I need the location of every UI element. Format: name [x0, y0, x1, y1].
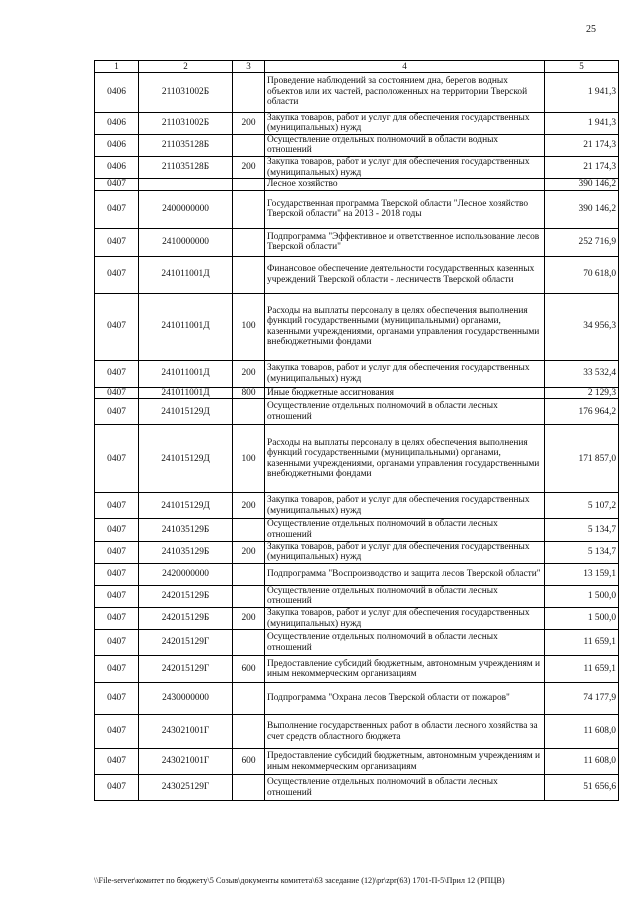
expense-type-cell: [233, 72, 265, 112]
target-article-cell: 211031002Б: [139, 112, 233, 134]
budget-table: [94, 60, 619, 801]
amount-cell: 171 857,0: [545, 425, 619, 493]
section-code-cell: 0406: [95, 72, 139, 112]
target-article-cell: 241015129Д: [139, 493, 233, 519]
section-code-cell: 0407: [95, 360, 139, 387]
section-code-cell: 0406: [95, 156, 139, 178]
page-number: 25: [586, 24, 596, 35]
amount-cell: 11 608,0: [545, 749, 619, 775]
target-article-cell: 242015129Г: [139, 630, 233, 656]
expense-type-cell: 200: [233, 156, 265, 178]
expense-type-cell: 200: [233, 112, 265, 134]
expense-type-cell: 600: [233, 656, 265, 683]
expense-type-cell: [233, 630, 265, 656]
item-name-cell: Расходы на выплаты персоналу в целях обеспечения выполнения функций государственными (муниципальными) органами, казенными учреждениями, органами управления государственными внебюджетными фондами: [265, 293, 545, 360]
item-name-cell: Государственная программа Тверской области "Лесное хозяйство Тверской области" на 2013 - 2018 годы: [265, 190, 545, 228]
item-name-cell: Подпрограмма "Воспроизводство и защита лесов Тверской области": [265, 563, 545, 585]
item-name-cell: Закупка товаров, работ и услуг для обеспечения государственных (муниципальных) нужд: [265, 156, 545, 178]
item-name-cell: Закупка товаров, работ и услуг для обеспечения государственных (муниципальных) нужд: [265, 607, 545, 629]
section-code-cell: 0407: [95, 607, 139, 629]
amount-cell: 252 716,9: [545, 228, 619, 256]
amount-cell: 13 159,1: [545, 563, 619, 585]
section-code-cell: 0407: [95, 256, 139, 293]
table-row: [95, 228, 619, 256]
item-name-cell: Подпрограмма "Охрана лесов Тверской области от пожаров": [265, 683, 545, 715]
amount-cell: 390 146,2: [545, 190, 619, 228]
expense-type-cell: [233, 228, 265, 256]
section-code-cell: 0407: [95, 683, 139, 715]
expense-type-cell: 100: [233, 425, 265, 493]
item-name-cell: Предоставление субсидий бюджетным, автономным учреждениям и иным некоммерческим организациям: [265, 656, 545, 683]
target-article-cell: 211035128Б: [139, 156, 233, 178]
target-article-cell: 243021001Г: [139, 715, 233, 749]
amount-cell: 5 134,7: [545, 541, 619, 563]
section-code-cell: 0407: [95, 585, 139, 607]
expense-type-cell: [233, 399, 265, 425]
table-row: [95, 607, 619, 629]
target-article-cell: 241011001Д: [139, 293, 233, 360]
table-row: [95, 715, 619, 749]
target-article-cell: 241035129Б: [139, 541, 233, 563]
header-cell: 1: [95, 61, 139, 73]
expense-type-cell: 200: [233, 607, 265, 629]
target-article-cell: 241015129Д: [139, 399, 233, 425]
amount-cell: 11 608,0: [545, 715, 619, 749]
amount-cell: 390 146,2: [545, 179, 619, 191]
section-code-cell: 0407: [95, 749, 139, 775]
item-name-cell: Осуществление отдельных полномочий в области лесных отношений: [265, 630, 545, 656]
item-name-cell: Осуществление отдельных полномочий в области лесных отношений: [265, 585, 545, 607]
item-name-cell: Осуществление отдельных полномочий в области лесных отношений: [265, 775, 545, 801]
amount-cell: 70 618,0: [545, 256, 619, 293]
amount-cell: 1 500,0: [545, 585, 619, 607]
table-row: [95, 134, 619, 156]
target-article-cell: 242015129Б: [139, 607, 233, 629]
item-name-cell: Лесное хозяйство: [265, 179, 545, 191]
item-name-cell: Подпрограмма "Эффективное и ответственное использование лесов Тверской области": [265, 228, 545, 256]
expense-type-cell: 800: [233, 387, 265, 399]
table-row: [95, 156, 619, 178]
target-article-cell: 243021001Г: [139, 749, 233, 775]
table-row: [95, 112, 619, 134]
expense-type-cell: 200: [233, 360, 265, 387]
target-article-cell: 2430000000: [139, 683, 233, 715]
target-article-cell: 2420000000: [139, 563, 233, 585]
table-row: [95, 493, 619, 519]
expense-type-cell: [233, 715, 265, 749]
table-row: [95, 256, 619, 293]
section-code-cell: 0407: [95, 179, 139, 191]
amount-cell: 11 659,1: [545, 630, 619, 656]
amount-cell: 176 964,2: [545, 399, 619, 425]
section-code-cell: 0407: [95, 399, 139, 425]
section-code-cell: 0407: [95, 630, 139, 656]
section-code-cell: 0407: [95, 228, 139, 256]
item-name-cell: Осуществление отдельных полномочий в области лесных отношений: [265, 399, 545, 425]
table-row: [95, 190, 619, 228]
item-name-cell: Осуществление отдельных полномочий в области водных отношений: [265, 134, 545, 156]
target-article-cell: [139, 179, 233, 191]
item-name-cell: Расходы на выплаты персоналу в целях обеспечения выполнения функций государственными (муниципальными) органами, казенными учреждениями, органами управления государственными внебюджетными фондами: [265, 425, 545, 493]
header-cell: 2: [139, 61, 233, 73]
amount-cell: 51 656,6: [545, 775, 619, 801]
amount-cell: 34 956,3: [545, 293, 619, 360]
header-cell: 5: [545, 61, 619, 73]
item-name-cell: Выполнение государственных работ в области лесного хозяйства за счет средств областного бюджета: [265, 715, 545, 749]
expense-type-cell: 100: [233, 293, 265, 360]
table-row: [95, 399, 619, 425]
target-article-cell: 241035129Б: [139, 519, 233, 541]
expense-type-cell: [233, 256, 265, 293]
target-article-cell: 242015129Г: [139, 656, 233, 683]
expense-type-cell: [233, 134, 265, 156]
amount-cell: 1 500,0: [545, 607, 619, 629]
item-name-cell: Предоставление субсидий бюджетным, автономным учреждениям и иным некоммерческим организациям: [265, 749, 545, 775]
expense-type-cell: 200: [233, 493, 265, 519]
table-row: [95, 360, 619, 387]
section-code-cell: 0407: [95, 293, 139, 360]
section-code-cell: 0407: [95, 519, 139, 541]
header-cell: 4: [265, 61, 545, 73]
file-path-footer: \\File-server\комитет по бюджету\5 Созыв\документы комитета\63 заседание (12)\pr\zpr(63) 1701-П-5\Прил 12 (РПЦВ): [94, 876, 505, 885]
amount-cell: 1 941,3: [545, 72, 619, 112]
amount-cell: 5 107,2: [545, 493, 619, 519]
amount-cell: 5 134,7: [545, 519, 619, 541]
amount-cell: 74 177,9: [545, 683, 619, 715]
table-row: [95, 563, 619, 585]
table-header-row: [95, 61, 619, 73]
expense-type-cell: [233, 775, 265, 801]
expense-type-cell: [233, 683, 265, 715]
table-row: [95, 683, 619, 715]
expense-type-cell: 200: [233, 541, 265, 563]
target-article-cell: 241011001Д: [139, 387, 233, 399]
table-row: [95, 541, 619, 563]
amount-cell: 11 659,1: [545, 656, 619, 683]
amount-cell: 1 941,3: [545, 112, 619, 134]
target-article-cell: 241011001Д: [139, 256, 233, 293]
target-article-cell: 2410000000: [139, 228, 233, 256]
amount-cell: 2 129,3: [545, 387, 619, 399]
target-article-cell: 2400000000: [139, 190, 233, 228]
section-code-cell: 0407: [95, 656, 139, 683]
section-code-cell: 0407: [95, 387, 139, 399]
section-code-cell: 0407: [95, 563, 139, 585]
expense-type-cell: [233, 519, 265, 541]
section-code-cell: 0407: [95, 775, 139, 801]
target-article-cell: 241011001Д: [139, 360, 233, 387]
item-name-cell: Финансовое обеспечение деятельности государственных казенных учреждений Тверской области - лесничеств Тверской области: [265, 256, 545, 293]
table-row: [95, 656, 619, 683]
item-name-cell: Закупка товаров, работ и услуг для обеспечения государственных (муниципальных) нужд: [265, 112, 545, 134]
section-code-cell: 0407: [95, 541, 139, 563]
target-article-cell: 242015129Б: [139, 585, 233, 607]
target-article-cell: 241015129Д: [139, 425, 233, 493]
table-row: [95, 387, 619, 399]
expense-type-cell: [233, 585, 265, 607]
section-code-cell: 0407: [95, 715, 139, 749]
section-code-cell: 0407: [95, 493, 139, 519]
expense-type-cell: 600: [233, 749, 265, 775]
amount-cell: 33 532,4: [545, 360, 619, 387]
expense-type-cell: [233, 179, 265, 191]
amount-cell: 21 174,3: [545, 156, 619, 178]
table-row: [95, 519, 619, 541]
table-row: [95, 775, 619, 801]
table-row: [95, 749, 619, 775]
expense-type-cell: [233, 190, 265, 228]
section-code-cell: 0407: [95, 425, 139, 493]
item-name-cell: Закупка товаров, работ и услуг для обеспечения государственных (муниципальных) нужд: [265, 360, 545, 387]
target-article-cell: 211035128Б: [139, 134, 233, 156]
header-cell: 3: [233, 61, 265, 73]
item-name-cell: Закупка товаров, работ и услуг для обеспечения государственных (муниципальных) нужд: [265, 541, 545, 563]
section-code-cell: 0407: [95, 190, 139, 228]
expense-type-cell: [233, 563, 265, 585]
target-article-cell: 243025129Г: [139, 775, 233, 801]
item-name-cell: Проведение наблюдений за состоянием дна, берегов водных объектов или их частей, расположенных на территории Тверской области: [265, 72, 545, 112]
amount-cell: 21 174,3: [545, 134, 619, 156]
item-name-cell: Иные бюджетные ассигнования: [265, 387, 545, 399]
budget-table-body: [95, 61, 619, 801]
table-row: [95, 425, 619, 493]
item-name-cell: Закупка товаров, работ и услуг для обеспечения государственных (муниципальных) нужд: [265, 493, 545, 519]
section-code-cell: 0406: [95, 112, 139, 134]
table-row: [95, 72, 619, 112]
section-code-cell: 0406: [95, 134, 139, 156]
table-row: [95, 585, 619, 607]
table-row: [95, 630, 619, 656]
table-row: [95, 179, 619, 191]
item-name-cell: Осуществление отдельных полномочий в области лесных отношений: [265, 519, 545, 541]
target-article-cell: 211031002Б: [139, 72, 233, 112]
table-row: [95, 293, 619, 360]
